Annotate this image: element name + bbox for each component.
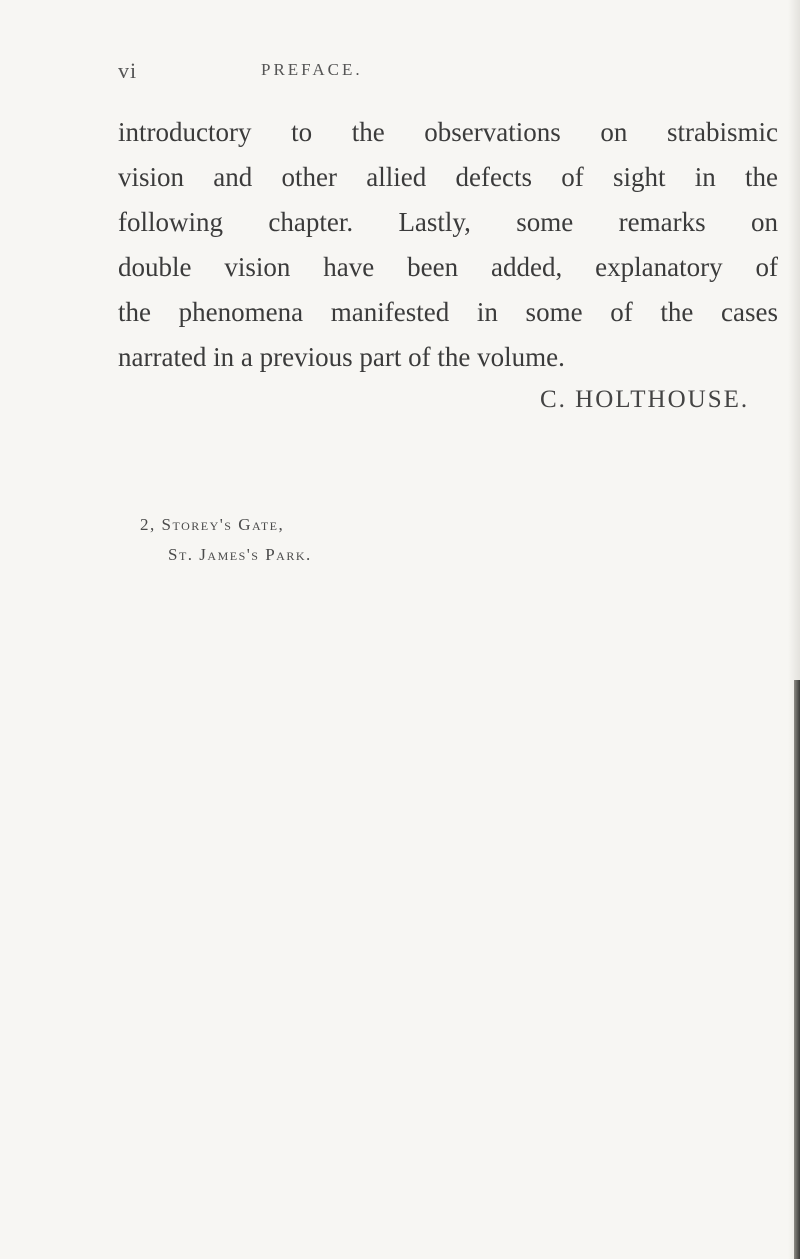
text-line: introductory to the observations on strabismic [118,117,778,147]
body-paragraph [118,110,778,380]
running-head [118,58,768,88]
text-line: narrated in a previous part of the volume. [118,342,565,372]
text-line: vision and other allied defects of sight in the [118,162,778,192]
running-title: PREFACE. [261,60,363,79]
author-address [140,510,312,570]
address-line-1: 2, Storey's Gate, [140,515,285,534]
text-line: following chapter. Lastly, some remarks on [118,207,778,237]
address-line-2: St. James's Park. [168,545,312,564]
author-signature: C. HOLTHOUSE. [540,386,750,413]
text-line: double vision have been added, explanatory of [118,252,778,282]
page-number: vi [118,58,138,83]
page-binding-edge [794,680,800,1259]
text-line: the phenomena manifested in some of the cases [118,297,778,327]
